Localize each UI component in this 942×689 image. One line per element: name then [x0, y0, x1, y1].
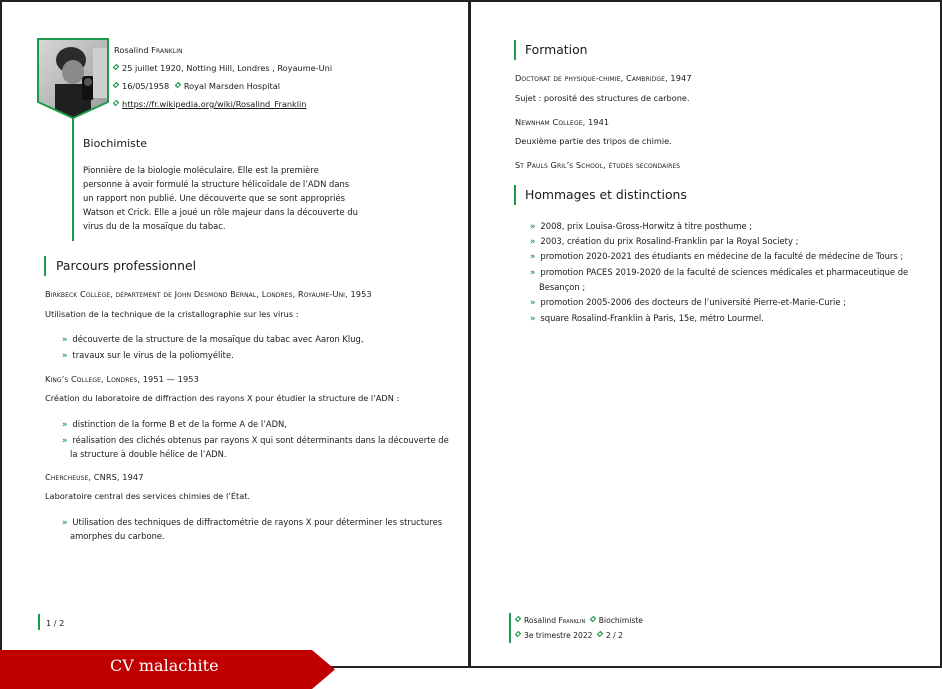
footer-bar: [38, 614, 40, 630]
double-chevron-icon: »: [530, 297, 536, 307]
double-chevron-icon: »: [530, 236, 536, 246]
double-chevron-icon: »: [530, 221, 536, 231]
list-item-text: travaux sur le virus de la poliomyélite.: [72, 350, 234, 360]
first-name: Rosalind: [114, 45, 149, 55]
list-item: [62, 417, 287, 431]
list-item-text: 2003, création du prix Rosalind-Franklin par la Royal Society ;: [540, 236, 799, 246]
last-name: Franklin: [151, 45, 183, 55]
job-header: Birkbeck College, département de John Desmond Bernal, Londres, Royaume-Uni, 1953: [45, 289, 372, 299]
list-item: [530, 219, 752, 233]
diamond-icon: [114, 83, 118, 89]
list-item-text: square Rosalind-Franklin à Paris, 15e, métro Lourmel.: [540, 313, 764, 323]
birth-line: [114, 63, 332, 73]
list-item-text: promotion PACES 2019-2020 de la faculté de sciences médicales et pharmaceutique de: [540, 267, 909, 277]
section-title-education: Formation: [525, 42, 588, 57]
education-header: St Pauls Gril’s School, études secondaires: [515, 160, 681, 170]
job-header: King’s College, Londres, 1951 — 1953: [45, 374, 199, 384]
footer-date: 3e trimestre 2022: [524, 631, 593, 640]
banner-label: CV malachite: [110, 656, 219, 675]
list-item: [530, 311, 764, 325]
list-item: [530, 265, 908, 279]
section-title-career: Parcours professionnel: [56, 258, 197, 273]
death-date: 16/05/1958: [122, 81, 170, 91]
list-item-text: promotion 2005-2006 des docteurs de l’université Pierre-et-Marie-Curie ;: [540, 297, 846, 307]
double-chevron-icon: »: [62, 350, 68, 360]
summary-line: personne à avoir formulé la structure hélicoïdale de l’ADN dans: [83, 179, 350, 189]
summary-line: un rapport non publié. Une découverte que se sont appropriés: [83, 193, 345, 203]
list-item-continuation: Besançon ;: [539, 282, 586, 292]
education-header: Newnham College, 1941: [515, 117, 610, 127]
job-desc: Laboratoire central des services chimies de l’État.: [45, 491, 251, 501]
double-chevron-icon: »: [62, 435, 68, 445]
education-desc: Sujet : porosité des structures de carbone.: [515, 93, 690, 103]
summary-accent-line: [72, 117, 74, 241]
double-chevron-icon: »: [530, 267, 536, 277]
education-desc: Deuxième partie des tripos de chimie.: [515, 136, 672, 146]
footer-line-1: [516, 616, 643, 625]
diamond-icon: [114, 101, 118, 107]
list-item: [530, 295, 846, 309]
section-title-honors: Hommages et distinctions: [525, 187, 687, 202]
list-item: [62, 332, 364, 346]
death-line: [114, 81, 280, 91]
section-bar: [44, 256, 46, 276]
job-header: Chercheuse, CNRS, 1947: [45, 472, 144, 482]
job-desc: Utilisation de la technique de la cristallographie sur les virus :: [45, 309, 299, 319]
education-header: Doctorat de physique-chimie, Cambridge, 1947: [515, 73, 692, 83]
diamond-icon: [516, 617, 520, 623]
list-item: [530, 249, 903, 263]
list-item-text: Utilisation des techniques de diffractométrie de rayons X pour déterminer les structures: [72, 517, 443, 527]
diamond-icon: [114, 65, 118, 71]
footer-page-number: 2 / 2: [605, 631, 623, 640]
list-item-continuation: amorphes du carbone.: [70, 531, 165, 541]
diamond-icon: [176, 83, 180, 89]
job-desc: Création du laboratoire de diffraction des rayons X pour étudier la structure de l’ADN :: [45, 393, 400, 403]
wikipedia-link[interactable]: https://fr.wikipedia.org/wiki/Rosalind_Franklin: [122, 99, 307, 109]
person-name: [114, 45, 183, 55]
summary-line: virus du de la mosaïque du tabac.: [83, 221, 226, 231]
list-item-text: découverte de la structure de la mosaïque du tabac avec Aaron Klug,: [72, 334, 364, 344]
double-chevron-icon: »: [530, 313, 536, 323]
double-chevron-icon: »: [530, 251, 536, 261]
list-item-text: distinction de la forme B et de la forme A de l’ADN,: [72, 419, 287, 429]
footer-first-name: Rosalind: [524, 616, 557, 625]
summary-line: Pionnière de la biologie moléculaire. Elle est la première: [83, 165, 319, 175]
footer-bar: [509, 613, 511, 643]
list-item-text: réalisation des clichés obtenus par rayons X qui sont déterminants dans la découverte de: [72, 435, 449, 445]
list-item-continuation: la structure à double hélice de l’ADN.: [70, 449, 227, 459]
diamond-icon: [591, 617, 595, 623]
url-line: [114, 99, 307, 109]
diamond-icon: [516, 632, 520, 638]
summary: [83, 163, 363, 233]
list-item: [62, 433, 449, 447]
section-bar: [514, 185, 516, 205]
page-number: 1 / 2: [46, 618, 65, 628]
diamond-icon: [598, 632, 602, 638]
double-chevron-icon: »: [62, 419, 68, 429]
birth-info: 25 juillet 1920, Notting Hill, Londres , Royaume-Uni: [122, 63, 333, 73]
summary-line: Watson et Crick. Elle a joué un rôle majeur dans la découverte du: [83, 207, 358, 217]
footer-last-name: Franklin: [558, 616, 586, 625]
footer-line-2: [516, 631, 623, 640]
job-title: Biochimiste: [83, 137, 147, 150]
double-chevron-icon: »: [62, 517, 68, 527]
death-place: Royal Marsden Hospital: [183, 81, 281, 91]
double-chevron-icon: »: [62, 334, 68, 344]
footer-role: Biochimiste: [598, 616, 643, 625]
list-item: [530, 234, 798, 248]
list-item: [62, 515, 442, 529]
list-item: [62, 348, 234, 362]
list-item-text: promotion 2020-2021 des étudiants en médecine de la faculté de médecine de Tours ;: [540, 251, 904, 261]
section-bar: [514, 40, 516, 60]
list-item-text: 2008, prix Louisa-Gross-Horwitz à titre posthume ;: [540, 221, 753, 231]
page-divider: [468, 0, 470, 668]
